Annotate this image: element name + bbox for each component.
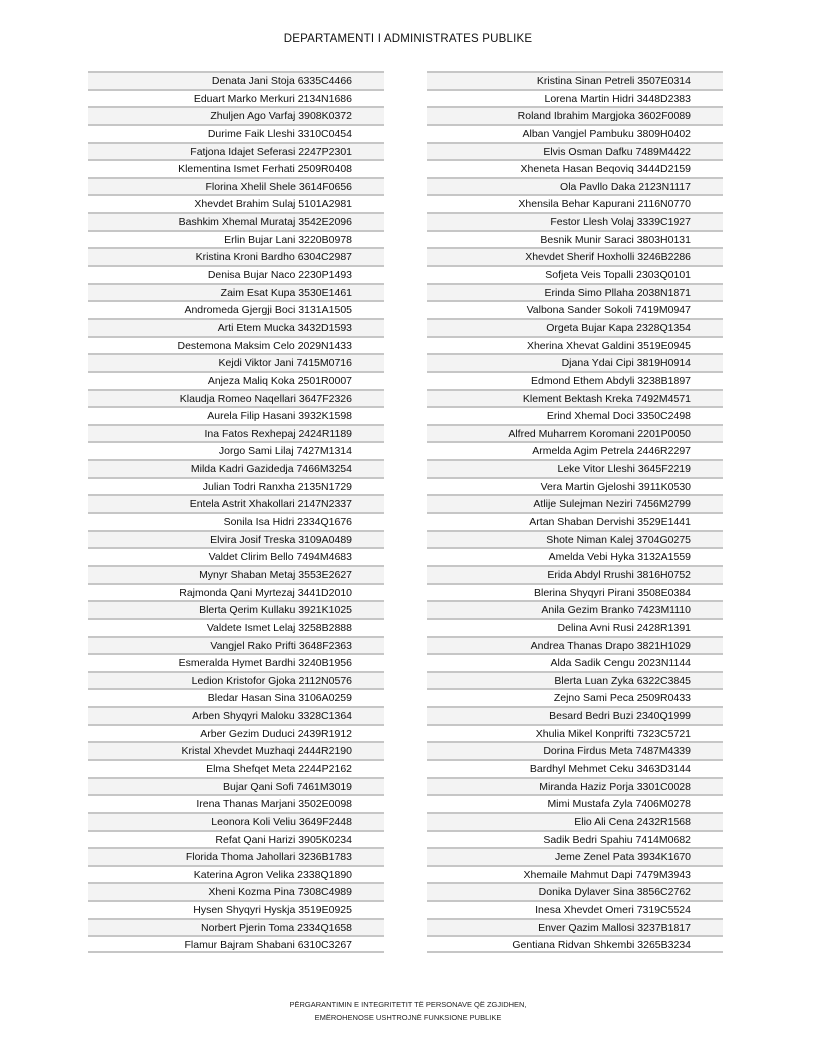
- list-item: Jeme Zenel Pata 3934K1670: [427, 847, 723, 865]
- list-item: Orgeta Bujar Kapa 2328Q1354: [427, 318, 723, 336]
- page-title: DEPARTAMENTI I ADMINISTRATES PUBLIKE: [283, 33, 533, 45]
- list-item: Vangjel Rako Prifti 3648F2363: [88, 636, 384, 654]
- list-item: Miranda Haziz Porja 3301C0028: [427, 777, 723, 795]
- list-item: Elio Ali Cena 2432R1568: [427, 812, 723, 830]
- list-item: Xhensila Behar Kapurani 2116N0770: [427, 194, 723, 212]
- list-item: Mynyr Shaban Metaj 3553E2627: [88, 565, 384, 583]
- list-item: Irena Thanas Marjani 3502E0098: [88, 794, 384, 812]
- list-item: Esmeralda Hymet Bardhi 3240B1956: [88, 653, 384, 671]
- list-item: Valdet Clirim Bello 7494M4683: [88, 547, 384, 565]
- list-item: Ola Pavllo Daka 2123N1117: [427, 177, 723, 195]
- list-item: Katerina Agron Velika 2338Q1890: [88, 865, 384, 883]
- list-item: Valbona Sander Sokoli 7419M0947: [427, 300, 723, 318]
- list-item: Sonila Isa Hidri 2334Q1676: [88, 512, 384, 530]
- list-item: Bledar Hasan Sina 3106A0259: [88, 688, 384, 706]
- list-item: Erlin Bujar Lani 3220B0978: [88, 230, 384, 248]
- list-item: Erinda Simo Pllaha 2038N1871: [427, 283, 723, 301]
- list-item: Florina Xhelil Shele 3614F0656: [88, 177, 384, 195]
- page-footer: [0, 998, 816, 1024]
- list-item: Xhevdet Sherif Hoxholli 3246B2286: [427, 247, 723, 265]
- list-item: Edmond Ethem Abdyli 3238B1897: [427, 371, 723, 389]
- list-item: Denata Jani Stoja 6335C4466: [88, 71, 384, 89]
- list-item: Dorina Firdus Meta 7487M4339: [427, 741, 723, 759]
- list-item: Zaim Esat Kupa 3530E1461: [88, 283, 384, 301]
- list-item: Gentiana Ridvan Shkembi 3265B3234: [427, 935, 723, 953]
- list-item: Artan Shaban Dervishi 3529E1441: [427, 512, 723, 530]
- list-item: Xhemaile Mahmut Dapi 7479M3943: [427, 865, 723, 883]
- list-item: Julian Todri Ranxha 2135N1729: [88, 477, 384, 495]
- candidate-list-left: [88, 71, 384, 953]
- list-item: Leonora Koli Veliu 3649F2448: [88, 812, 384, 830]
- list-item: Sofjeta Veis Topalli 2303Q0101: [427, 265, 723, 283]
- list-item: Kristina Sinan Petreli 3507E0314: [427, 71, 723, 89]
- list-item: Norbert Pjerin Toma 2334Q1658: [88, 918, 384, 936]
- list-item: Anila Gezim Branko 7423M1110: [427, 600, 723, 618]
- list-item: Flamur Bajram Shabani 6310C3267: [88, 935, 384, 953]
- list-item: Xhulia Mikel Konprifti 7323C5721: [427, 724, 723, 742]
- list-item: Lorena Martin Hidri 3448D2383: [427, 89, 723, 107]
- list-item: Zhuljen Ago Varfaj 3908K0372: [88, 106, 384, 124]
- list-item: Erida Abdyl Rrushi 3816H0752: [427, 565, 723, 583]
- list-item: Xheni Kozma Pina 7308C4989: [88, 882, 384, 900]
- list-item: Aurela Filip Hasani 3932K1598: [88, 406, 384, 424]
- list-item: Shote Niman Kalej 3704G0275: [427, 530, 723, 548]
- footer-line-2: EMËROHENOSE USHTROJNË FUNKSIONE PUBLIKE: [314, 1013, 502, 1022]
- list-item: Rajmonda Qani Myrtezaj 3441D2010: [88, 583, 384, 601]
- list-item: Kristina Kroni Bardho 6304C2987: [88, 247, 384, 265]
- list-item: Atlije Sulejman Neziri 7456M2799: [427, 494, 723, 512]
- list-item: Anjeza Maliq Koka 2501R0007: [88, 371, 384, 389]
- list-item: Mimi Mustafa Zyla 7406M0278: [427, 794, 723, 812]
- list-item: Enver Qazim Mallosi 3237B1817: [427, 918, 723, 936]
- list-item: Besard Bedri Buzi 2340Q1999: [427, 706, 723, 724]
- list-item: Arber Gezim Duduci 2439R1912: [88, 724, 384, 742]
- list-item: Roland Ibrahim Margjoka 3602F0089: [427, 106, 723, 124]
- list-item: Xherina Xhevat Galdini 3519E0945: [427, 336, 723, 354]
- list-item: Sadik Bedri Spahiu 7414M0682: [427, 830, 723, 848]
- list-item: Inesa Xhevdet Omeri 7319C5524: [427, 900, 723, 918]
- list-item: Blerta Qerim Kullaku 3921K1025: [88, 600, 384, 618]
- list-item: Elvira Josif Treska 3109A0489: [88, 530, 384, 548]
- list-item: Ina Fatos Rexhepaj 2424R1189: [88, 424, 384, 442]
- list-item: Andromeda Gjergji Boci 3131A1505: [88, 300, 384, 318]
- list-item: Alban Vangjel Pambuku 3809H0402: [427, 124, 723, 142]
- footer-line-1: PËRGARANTIMIN E INTEGRITETIT TË PERSONAVE QË ZGJIDHEN,: [289, 1000, 527, 1009]
- candidate-list-right: [427, 71, 723, 953]
- list-item: Eduart Marko Merkuri 2134N1686: [88, 89, 384, 107]
- list-item: Hysen Shyqyri Hyskja 3519E0925: [88, 900, 384, 918]
- list-item: Besnik Munir Saraci 3803H0131: [427, 230, 723, 248]
- list-item: Delina Avni Rusi 2428R1391: [427, 618, 723, 636]
- list-item: Donika Dylaver Sina 3856C2762: [427, 882, 723, 900]
- list-item: Xheneta Hasan Beqoviq 3444D2159: [427, 159, 723, 177]
- list-item: Elma Shefqet Meta 2244P2162: [88, 759, 384, 777]
- list-item: Durime Faik Lleshi 3310C0454: [88, 124, 384, 142]
- list-item: Valdete Ismet Lelaj 3258B2888: [88, 618, 384, 636]
- list-item: Festor Llesh Volaj 3339C1927: [427, 212, 723, 230]
- list-item: Elvis Osman Dafku 7489M4422: [427, 142, 723, 160]
- list-item: Blerta Luan Zyka 6322C3845: [427, 671, 723, 689]
- list-item: Djana Ydai Cipi 3819H0914: [427, 353, 723, 371]
- list-item: Ledion Kristofor Gjoka 2112N0576: [88, 671, 384, 689]
- list-item: Entela Astrit Xhakollari 2147N2337: [88, 494, 384, 512]
- list-item: Alda Sadik Cengu 2023N1144: [427, 653, 723, 671]
- list-item: Zejno Sami Peca 2509R0433: [427, 688, 723, 706]
- list-item: Blerina Shyqyri Pirani 3508E0384: [427, 583, 723, 601]
- list-item: Florida Thoma Jahollari 3236B1783: [88, 847, 384, 865]
- list-item: Leke Vitor Lleshi 3645F2219: [427, 459, 723, 477]
- list-item: Kristal Xhevdet Muzhaqi 2444R2190: [88, 741, 384, 759]
- list-item: Xhevdet Brahim Sulaj 5101A2981: [88, 194, 384, 212]
- list-item: Vera Martin Gjeloshi 3911K0530: [427, 477, 723, 495]
- list-item: Klaudja Romeo Naqellari 3647F2326: [88, 389, 384, 407]
- list-item: Klementina Ismet Ferhati 2509R0408: [88, 159, 384, 177]
- list-item: Bardhyl Mehmet Ceku 3463D3144: [427, 759, 723, 777]
- list-item: Klement Bektash Kreka 7492M4571: [427, 389, 723, 407]
- list-item: Alfred Muharrem Koromani 2201P0050: [427, 424, 723, 442]
- list-item: Denisa Bujar Naco 2230P1493: [88, 265, 384, 283]
- list-item: Bujar Qani Sofi 7461M3019: [88, 777, 384, 795]
- list-item: Jorgo Sami Lilaj 7427M1314: [88, 441, 384, 459]
- list-item: Andrea Thanas Drapo 3821H1029: [427, 636, 723, 654]
- list-item: Amelda Vebi Hyka 3132A1559: [427, 547, 723, 565]
- list-item: Arti Etem Mucka 3432D1593: [88, 318, 384, 336]
- list-item: Erind Xhemal Doci 3350C2498: [427, 406, 723, 424]
- list-item: Destemona Maksim Celo 2029N1433: [88, 336, 384, 354]
- list-item: Kejdi Viktor Jani 7415M0716: [88, 353, 384, 371]
- list-item: Arben Shyqyri Maloku 3328C1364: [88, 706, 384, 724]
- list-item: Fatjona Idajet Seferasi 2247P2301: [88, 142, 384, 160]
- list-item: Bashkim Xhemal Murataj 3542E2096: [88, 212, 384, 230]
- list-item: Armelda Agim Petrela 2446R2297: [427, 441, 723, 459]
- list-item: Milda Kadri Gazidedja 7466M3254: [88, 459, 384, 477]
- list-item: Refat Qani Harizi 3905K0234: [88, 830, 384, 848]
